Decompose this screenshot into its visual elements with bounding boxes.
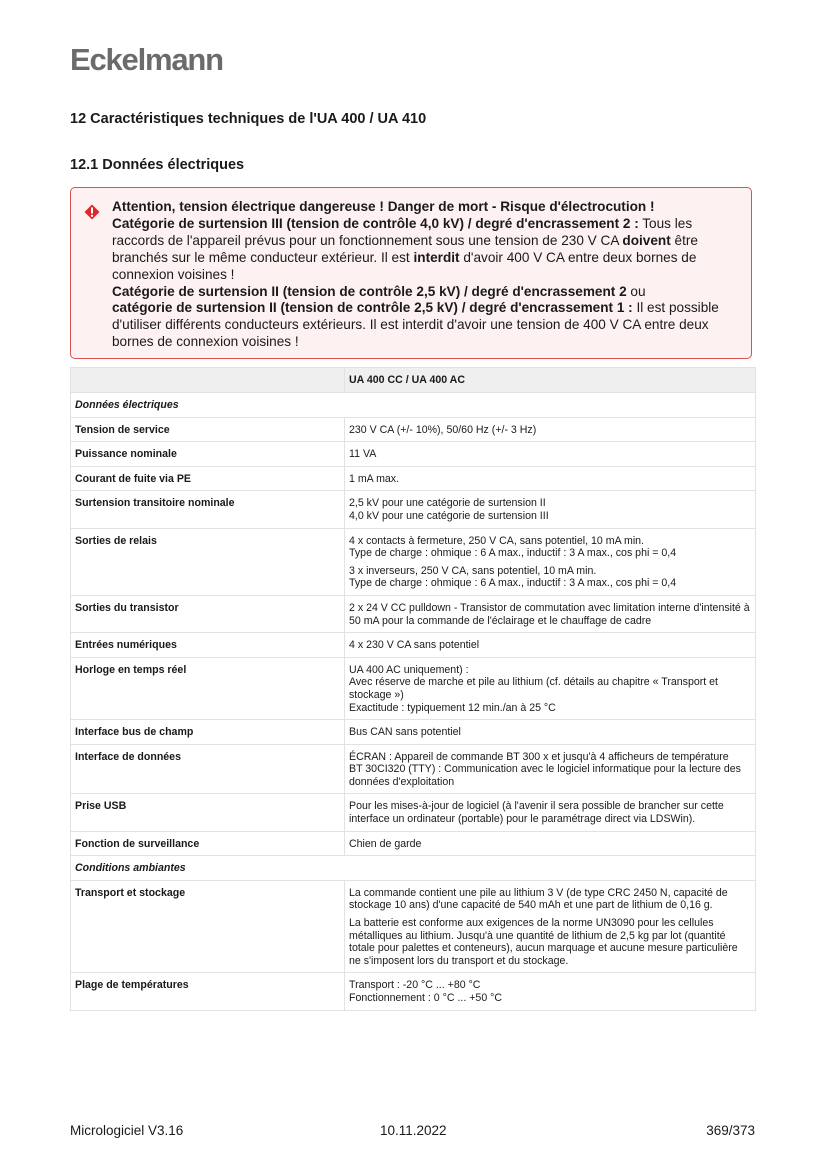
row-label: Horloge en temps réel	[71, 657, 345, 719]
row-value	[345, 442, 756, 467]
row-value	[345, 720, 756, 745]
row-label: Sorties de relais	[71, 528, 345, 595]
footer-page-number: 369/373	[706, 1123, 755, 1138]
row-value	[345, 831, 756, 856]
table-row	[71, 528, 756, 595]
warning-text-span: Il est possible d'utiliser différents conducteurs extérieurs. Il est interdit d'avoir une tension de 400 V CA entre deux bornes de connexion voisines !	[112, 300, 719, 350]
value-paragraph: 4 x contacts à fermeture, 250 V CA, sans potentiel, 10 mA min. Type de charge : ohmique : 6 A max., inductif : 3 A max., cos phi = 0,4	[349, 534, 677, 560]
eckelmann-logo: Eckelmann	[70, 42, 223, 77]
value-paragraph: 2,5 kV pour une catégorie de surtension II 4,0 kV pour une catégorie de surtension III	[349, 497, 549, 522]
row-label: Fonction de surveillance	[71, 831, 345, 856]
row-value	[345, 595, 756, 632]
table-header-cell: UA 400 CC / UA 400 AC	[345, 368, 756, 393]
row-value	[345, 744, 756, 794]
table-row	[71, 466, 756, 491]
table-row	[71, 720, 756, 745]
table-row	[71, 417, 756, 442]
warning-text	[112, 199, 742, 351]
warning-category-ii-2: Catégorie de surtension II (tension de contrôle 2,5 kV) / degré d'encrassement 2	[112, 283, 627, 299]
warning-diamond-icon	[84, 204, 100, 220]
warning-category-iii: Catégorie de surtension III (tension de contrôle 4,0 kV) / degré d'encrassement 2 :	[112, 215, 639, 231]
value-paragraph: 1 mA max.	[349, 472, 400, 485]
warning-paragraph-1	[112, 216, 742, 284]
row-value	[345, 880, 756, 973]
table-row	[71, 595, 756, 632]
row-value	[345, 973, 756, 1010]
warning-category-ii-1: catégorie de surtension II (tension de contrôle 2,5 kV) / degré d'encrassement 1 :	[112, 300, 633, 316]
footer-firmware-version: Micrologiciel V3.16	[70, 1123, 184, 1138]
warning-bold-word: doivent	[622, 232, 671, 248]
row-label: Sorties du transistor	[71, 595, 345, 632]
warning-bold-word: interdit	[413, 249, 460, 265]
footer-date: 10.11.2022	[380, 1123, 447, 1138]
row-label: Prise USB	[71, 794, 345, 831]
value-paragraph: La commande contient une pile au lithium 3 V (de type CRC 2450 N, capacité de stockage 10 ans) d'une capacité de 540 mAh et une part de lithium de 0,16 g.	[349, 886, 728, 912]
section-title: 12 Caractéristiques techniques de l'UA 400 / UA 410	[70, 111, 427, 127]
value-paragraph: Pour les mises-à-jour de logiciel (à l'avenir il sera possible de brancher sur cette interface un ordinateur (portable) pour le paramétrage direct via LDSWin).	[349, 800, 724, 826]
warning-headline: Attention, tension électrique dangereuse ! Danger de mort - Risque d'électrocution !	[112, 199, 655, 214]
table-row	[71, 657, 756, 719]
value-paragraph: 4 x 230 V CA sans potentiel	[349, 639, 480, 652]
value-paragraph: La batterie est conforme aux exigences de la norme UN3090 pour les cellules métalliques au lithium. Jusqu'à une quantité de lithium de 2,5 kg par lot (quantité totale pour palettes et conteneurs), aucun marquage et aucune mesure particulière ne s'imposent lors du transport et du stockage.	[349, 917, 738, 967]
table-row	[71, 880, 756, 973]
row-value	[345, 794, 756, 831]
specifications-table	[70, 367, 756, 1011]
section-label: Conditions ambiantes	[71, 856, 756, 881]
section-label: Données électriques	[71, 393, 756, 418]
table-header-row	[71, 368, 756, 393]
row-label: Courant de fuite via PE	[71, 466, 345, 491]
row-value	[345, 633, 756, 658]
row-label: Puissance nominale	[71, 442, 345, 467]
warning-text-span: d'avoir 400 V CA entre deux bornes de connexion voisines !	[112, 249, 697, 282]
subsection-title: 12.1 Données électriques	[70, 157, 245, 173]
warning-text-span: être branchés sur le même conducteur extérieur. Il est	[112, 232, 698, 265]
table-section-row	[71, 856, 756, 881]
row-label: Interface de données	[71, 744, 345, 794]
row-value	[345, 417, 756, 442]
value-paragraph: Chien de garde	[349, 837, 422, 850]
warning-text-span: ou	[626, 283, 646, 299]
row-label: Surtension transitoire nominale	[71, 491, 345, 528]
row-value	[345, 528, 756, 595]
table-row	[71, 831, 756, 856]
row-label: Entrées numériques	[71, 633, 345, 658]
value-paragraph: 3 x inverseurs, 250 V CA, sans potentiel, 10 mA min. Type de charge : ohmique : 6 A max., inductif : 3 A max., cos phi = 0,4	[349, 564, 677, 590]
row-value	[345, 491, 756, 528]
value-paragraph: 11 VA	[349, 448, 377, 461]
table-row	[71, 491, 756, 528]
table-row	[71, 633, 756, 658]
value-paragraph: Bus CAN sans potentiel	[349, 726, 461, 739]
warning-text-span: Tous les raccords de l'appareil prévus pour un fonctionnement sous une tension de 230 V CA	[112, 215, 693, 248]
value-paragraph: 2 x 24 V CC pulldown - Transistor de commutation avec limitation interne d'intensité à 50 mA pour la commande de l'éclairage et le chauffage de cadre	[349, 601, 750, 627]
row-label: Tension de service	[71, 417, 345, 442]
value-paragraph: 230 V CA (+/- 10%), 50/60 Hz (+/- 3 Hz)	[349, 423, 537, 436]
table-row	[71, 744, 756, 794]
table-section-row	[71, 393, 756, 418]
warning-paragraph-2	[112, 284, 742, 352]
row-label: Interface bus de champ	[71, 720, 345, 745]
table-row	[71, 794, 756, 831]
table-row	[71, 973, 756, 1010]
value-paragraph: UA 400 AC uniquement) : Avec réserve de marche et pile au lithium (cf. détails au chapitre « Transport et stockage ») Exactitude : typiquement 12 min./an à 25 °C	[349, 663, 719, 714]
row-label: Plage de températures	[71, 973, 345, 1010]
value-paragraph: ÉCRAN : Appareil de commande BT 300 x et jusqu'à 4 afficheurs de température BT 30CI320 (TTY) : Communication avec le logiciel informatique pour la lecture des données d'exploitation	[349, 750, 741, 788]
row-label: Transport et stockage	[71, 880, 345, 973]
danger-warning-box	[70, 187, 752, 359]
row-value	[345, 657, 756, 719]
table-header-cell	[71, 368, 345, 393]
table-row	[71, 442, 756, 467]
row-value	[345, 466, 756, 491]
value-paragraph: Transport : -20 °C ... +80 °C Fonctionnement : 0 °C ... +50 °C	[349, 979, 503, 1004]
